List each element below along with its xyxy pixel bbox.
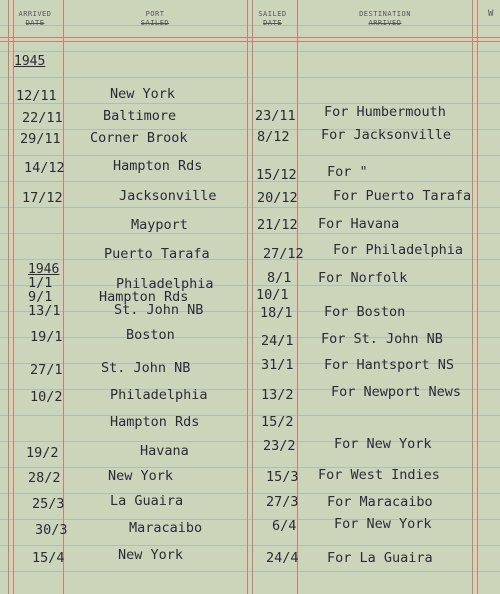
arrived-date: 22/11 [22, 110, 63, 126]
port-name: St. John NB [114, 302, 204, 318]
column-rule [247, 0, 248, 594]
port-name: Mayport [131, 217, 188, 233]
port-name: Havana [140, 443, 189, 459]
sailed-date: 18/1 [260, 305, 293, 321]
port-name: Philadelphia [116, 276, 214, 292]
destination: For West Indies [318, 467, 440, 483]
port-name: Hampton Rds [99, 289, 189, 305]
port-name: Hampton Rds [110, 414, 200, 430]
port-name: Jacksonville [119, 188, 217, 204]
sailed-date: 13/2 [261, 387, 294, 403]
sailed-date: 20/12 [257, 190, 298, 206]
header-destination: DESTINATION ARRIVED [359, 10, 411, 27]
arrived-date: 13/1 [28, 303, 61, 319]
header-extra: W [488, 9, 494, 19]
destination: For Hantsport NS [324, 357, 455, 373]
column-rule [252, 0, 253, 594]
header-sailed: SAILED DATE [258, 10, 287, 27]
destination: For Jacksonville [321, 127, 452, 143]
header-arrived: ARRIVED DATE [18, 10, 52, 27]
arrived-date: 29/11 [20, 131, 61, 147]
arrived-date: 19/1 [30, 329, 63, 345]
sailed-date: 23/2 [263, 438, 296, 454]
port-name: La Guaira [110, 493, 184, 509]
sailed-date: 24/4 [266, 550, 299, 566]
destination: For New York [334, 436, 432, 452]
sailed-date: 24/1 [261, 333, 294, 349]
destination: For Maracaibo [327, 494, 433, 510]
arrived-date: 25/3 [32, 496, 65, 512]
year-label: 1945 [14, 54, 46, 69]
arrived-date: 12/11 [16, 88, 57, 104]
column-rule [13, 0, 14, 594]
sailed-date: 21/12 [257, 217, 298, 233]
sailed-date: 27/12 [263, 246, 304, 262]
port-name: Philadelphia [110, 387, 208, 403]
destination: For Norfolk [318, 270, 408, 286]
header-port: PORT SAILED [140, 10, 170, 27]
destination: For Havana [318, 216, 400, 232]
column-rule [472, 0, 473, 594]
arrived-date: 15/4 [32, 550, 65, 566]
destination: For Philadelphia [333, 242, 464, 258]
arrived-date: 10/2 [30, 389, 63, 405]
sailed-date: 6/4 [272, 518, 297, 534]
port-name: Boston [126, 327, 175, 343]
year-label: 1946 [28, 262, 60, 277]
destination: For La Guaira [327, 550, 433, 566]
arrived-date: 19/2 [26, 445, 59, 461]
arrived-date: 30/3 [35, 522, 68, 538]
sailed-date: 27/3 [266, 494, 299, 510]
sailed-date: 8/12 [257, 129, 290, 145]
sailed-date: 31/1 [261, 357, 294, 373]
destination: For St. John NB [321, 331, 443, 347]
sailed-date: 8/1 [267, 270, 292, 286]
destination: For New York [334, 516, 432, 532]
arrived-date: 1/1 [28, 275, 53, 291]
column-rule [477, 0, 478, 594]
column-rule [8, 0, 9, 594]
arrived-date: 27/1 [30, 362, 63, 378]
port-name: Baltimore [103, 108, 177, 124]
port-name: New York [118, 547, 184, 563]
destination: For Humbermouth [324, 104, 446, 120]
port-name: Corner Brook [90, 130, 188, 146]
port-name: Maracaibo [129, 520, 203, 536]
sailed-date: 15/12 [256, 167, 297, 183]
port-name: New York [108, 468, 174, 484]
destination: For " [327, 164, 368, 180]
sailed-date: 23/11 [255, 108, 296, 124]
arrived-date: 28/2 [28, 470, 61, 486]
header-rule [0, 41, 500, 42]
sailed-date: 10/1 [256, 287, 289, 303]
port-name: St. John NB [101, 360, 191, 376]
arrived-date: 9/1 [28, 289, 53, 305]
destination: For Puerto Tarafa [333, 188, 472, 204]
port-name: Hampton Rds [113, 158, 203, 174]
arrived-date: 14/12 [24, 160, 65, 176]
port-name: Puerto Tarafa [104, 246, 210, 262]
port-name: New York [110, 86, 176, 102]
sailed-date: 15/3 [266, 469, 299, 485]
sailed-date: 15/2 [261, 414, 294, 430]
arrived-date: 17/12 [22, 190, 63, 206]
destination: For Boston [324, 304, 406, 320]
destination: For Newport News [331, 384, 462, 400]
header-rule [0, 37, 500, 38]
